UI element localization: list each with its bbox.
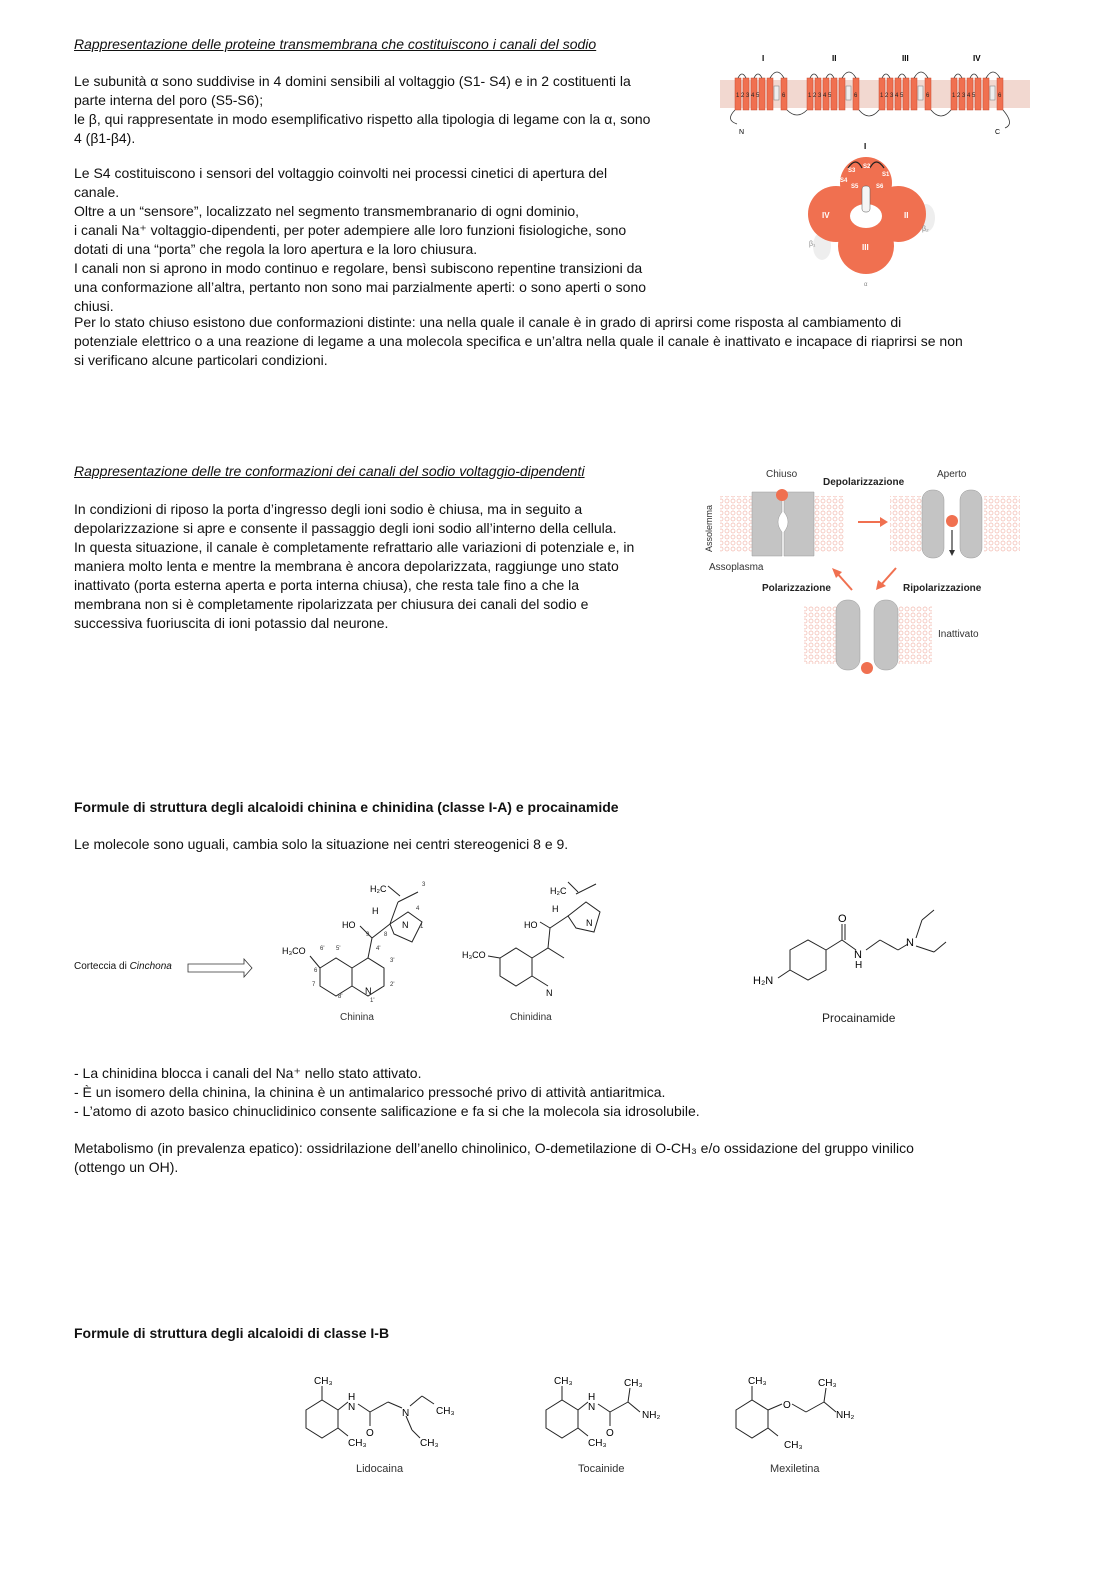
svg-text:H: H xyxy=(372,906,379,916)
domain-label: IV xyxy=(973,54,981,63)
svg-text:CH₃: CH₃ xyxy=(348,1438,367,1449)
mexiletina-label: Mexiletina xyxy=(770,1463,820,1475)
depolarization-label: Depolarizzazione xyxy=(823,477,905,488)
svg-text:6': 6' xyxy=(320,946,325,952)
svg-text:NH₂: NH₂ xyxy=(642,1410,661,1421)
ring-label-right: II xyxy=(904,211,909,220)
state-inactivated-label: Inattivato xyxy=(938,629,979,640)
svg-text:CH₃: CH₃ xyxy=(624,1378,643,1389)
svg-text:S2: S2 xyxy=(863,164,871,170)
ring-label-top: I xyxy=(864,142,867,151)
svg-text:O: O xyxy=(606,1428,614,1439)
svg-text:β₂: β₂ xyxy=(922,226,929,233)
svg-text:H₂C: H₂C xyxy=(550,886,567,896)
svg-text:N: N xyxy=(906,937,914,949)
svg-text:7: 7 xyxy=(312,982,316,988)
svg-text:1': 1' xyxy=(370,998,375,1004)
inactivation-gate xyxy=(861,662,873,674)
section3-intro: Le molecole sono uguali, cambia solo la situazione nei centri stereogenici 8 e 9. xyxy=(74,836,569,852)
section1-para3: Per lo stato chiuso esistono due conformazioni distinte: una nella quale il canale è in grado di aprirsi come risposta al cambiamento di potenziale elettrico o a una reazione di legame a una molecola specifica e un’altra nella quale il canale è inattivato e incapace di riaprirsi se non si verificano alcune particolari condizioni. xyxy=(74,314,963,368)
section1-para1: Le subunità α sono suddivise in 4 domini sensibili al voltaggio (S1- S4) e in 2 costituenti la parte interna del poro (S5-S6); le β, qui rappresentate in modo esemplificativo rispetto alla tipologia di legame con la α, sono 4 (β1-β4). xyxy=(74,73,651,146)
svg-text:4: 4 xyxy=(416,906,420,912)
svg-text:O: O xyxy=(838,913,847,925)
svg-text:N: N xyxy=(546,988,553,998)
sodium-ion xyxy=(776,489,788,501)
closed-channel-right xyxy=(784,492,814,556)
svg-text:H₃CO: H₃CO xyxy=(282,946,306,956)
svg-text:N: N xyxy=(348,1402,356,1413)
section4-title: Formule di struttura degli alcaloidi di classe I-B xyxy=(74,1325,390,1341)
chinina-structure xyxy=(280,872,430,1028)
section2-paragraph: In condizioni di riposo la porta d’ingresso degli ioni sodio è chiusa, ma in seguito a depolarizzazione si apre e consente il passaggio degli ioni sodio all’interno della cellula. In questa situazione, il canale è completamente refrattario alle variazioni di potenziale e, in maniera molto lenta e mentre la membrana è ancora depolarizzata, raggiunge uno stato inattivato (porta esterna aperta e porta interna chiusa), che resta tale fino a che la membrana non si è completamente ripolarizzata per chiusura dei canali del sodio e successiva fuoriuscita di ioni potassio dal neurone. xyxy=(74,501,635,631)
tocainide-label: Tocainide xyxy=(578,1463,625,1475)
svg-text:HO: HO xyxy=(342,920,356,930)
svg-text:H: H xyxy=(855,960,863,971)
domain-label: III xyxy=(902,54,909,63)
svg-text:HO: HO xyxy=(524,920,538,930)
svg-text:1: 1 xyxy=(420,924,424,930)
svg-text:N: N xyxy=(402,920,409,930)
svg-text:6: 6 xyxy=(926,93,930,99)
svg-text:CH₃: CH₃ xyxy=(436,1406,455,1417)
svg-text:9: 9 xyxy=(366,932,370,938)
svg-text:1 2 3 4 5: 1 2 3 4 5 xyxy=(880,93,904,99)
svg-text:N: N xyxy=(365,986,372,996)
open-channel-left xyxy=(922,490,944,558)
section1-para2: Le S4 costituiscono i sensori del voltaggio coinvolti nei processi cinetici di apertura del canale. Oltre a un “sensore”, localizzato nel segmento transmembranario di ogni dominio, i canali Na⁺ voltaggio-dipendenti, per poter adempiere alle loro funzioni fisiologiche, sono dotati di una “porta” che regola la loro apertura e la loro chiusura. I canali non si aprono in modo continuo e regolare, bensì subiscono repentine transizioni da una conformazione all’altra, pertanto non sono mai parzialmente aperti: o sono aperti o sono chiusi. xyxy=(74,165,647,314)
polarization-label: Polarizzazione xyxy=(762,583,831,594)
inactivated-channel-left xyxy=(836,600,860,670)
svg-text:α: α xyxy=(864,282,868,288)
procainamide-structure xyxy=(748,902,958,1032)
sodium-ion xyxy=(946,515,958,527)
svg-text:CH₃: CH₃ xyxy=(314,1376,333,1387)
svg-text:1 2 3 4 5: 1 2 3 4 5 xyxy=(808,93,832,99)
sodium-channel-linear-diagram xyxy=(715,48,1035,138)
domain-label: II xyxy=(832,54,837,63)
svg-text:N: N xyxy=(402,1408,410,1419)
svg-text:CH₃: CH₃ xyxy=(818,1378,837,1389)
svg-text:8: 8 xyxy=(384,932,388,938)
procainamide-label: Procainamide xyxy=(822,1011,896,1025)
chinina-label: Chinina xyxy=(340,1012,374,1023)
channel-states-diagram xyxy=(700,462,1030,682)
chinidina-label: Chinidina xyxy=(510,1012,552,1023)
domain-label: I xyxy=(762,54,765,63)
section3-bullets: - La chinidina blocca i canali del Na⁺ nello stato attivato. - È un isomero della chinina, la chinina è un antimalarico pressoché privo di attività antiaritmica. - L’atomo di azoto basico chinuclidinico consente salificazione e fa si che la molecola sia idrosolubile. xyxy=(74,1065,700,1119)
ring-label-left: IV xyxy=(822,211,830,220)
sodium-channel-pore-diagram xyxy=(800,138,950,288)
svg-text:N: N xyxy=(854,949,862,961)
svg-text:H: H xyxy=(552,904,559,914)
svg-text:N: N xyxy=(588,1402,596,1413)
inactivated-channel-right xyxy=(874,600,898,670)
svg-text:S1: S1 xyxy=(882,172,890,178)
source-arrow xyxy=(186,958,256,978)
section2-title: Rappresentazione delle tre conformazioni dei canali del sodio voltaggio-dipendenti xyxy=(74,463,585,479)
metabolism-paragraph: Metabolismo (in prevalenza epatico): ossidrilazione dell’anello chinolinico, O-demetilazione di O-CH₃ e/o ossidazione del gruppo vinilico (ottengo un OH). xyxy=(74,1140,914,1175)
svg-text:H₂C: H₂C xyxy=(370,884,387,894)
svg-text:S5: S5 xyxy=(851,184,859,190)
svg-text:S3: S3 xyxy=(848,168,856,174)
svg-text:3: 3 xyxy=(422,882,426,888)
svg-text:4': 4' xyxy=(376,946,381,952)
state-closed-label: Chiuso xyxy=(766,469,798,480)
svg-text:CH₃: CH₃ xyxy=(420,1438,439,1449)
svg-text:2': 2' xyxy=(390,982,395,988)
svg-text:H: H xyxy=(588,1392,596,1403)
cinchona-source: Corteccia di Cinchona xyxy=(74,961,172,972)
svg-text:6: 6 xyxy=(854,93,858,99)
svg-text:H₂N: H₂N xyxy=(753,975,774,987)
section3-title: Formule di struttura degli alcaloidi chinina e chinidina (classe I-A) e procainamide xyxy=(74,799,619,815)
svg-text:CH₃: CH₃ xyxy=(554,1376,573,1387)
svg-text:CH₃: CH₃ xyxy=(748,1376,767,1387)
svg-text:H: H xyxy=(348,1392,356,1403)
svg-text:H₃CO: H₃CO xyxy=(462,950,486,960)
tocainide-structure xyxy=(536,1370,676,1480)
ring-label-bottom: III xyxy=(862,243,869,252)
c-terminus: C xyxy=(995,129,1001,136)
assoplasma-label: Assoplasma xyxy=(709,562,764,573)
svg-text:O: O xyxy=(783,1400,791,1411)
svg-text:5': 5' xyxy=(336,946,341,952)
closed-channel-left xyxy=(752,492,782,556)
n-terminus: N xyxy=(739,129,745,136)
svg-text:S6: S6 xyxy=(876,184,884,190)
svg-text:S4: S4 xyxy=(840,178,848,184)
chinidina-structure xyxy=(458,872,618,1028)
mexiletina-structure xyxy=(730,1370,870,1480)
lidocaina-label: Lidocaina xyxy=(356,1463,404,1475)
svg-text:1 2 3 4 5: 1 2 3 4 5 xyxy=(736,93,760,99)
svg-text:O: O xyxy=(366,1428,374,1439)
svg-text:CH₃: CH₃ xyxy=(784,1440,803,1451)
svg-text:6: 6 xyxy=(998,93,1002,99)
lidocaina-structure xyxy=(296,1370,466,1480)
open-channel-right xyxy=(960,490,982,558)
svg-text:β₁: β₁ xyxy=(809,241,816,248)
repolarization-label: Ripolarizzazione xyxy=(903,583,982,594)
svg-text:N: N xyxy=(586,918,593,928)
svg-text:6: 6 xyxy=(314,968,318,974)
svg-text:NH₂: NH₂ xyxy=(836,1410,855,1421)
section1-title: Rappresentazione delle proteine transmembrana che costituiscono i canali del sodio xyxy=(74,36,597,52)
svg-text:8': 8' xyxy=(338,994,343,1000)
svg-text:6: 6 xyxy=(782,93,786,99)
state-open-label: Aperto xyxy=(937,469,967,480)
svg-text:3': 3' xyxy=(390,958,395,964)
assolemma-label: Assolemma xyxy=(704,504,714,552)
svg-text:1 2 3 4 5: 1 2 3 4 5 xyxy=(952,93,976,99)
svg-text:CH₃: CH₃ xyxy=(588,1438,607,1449)
